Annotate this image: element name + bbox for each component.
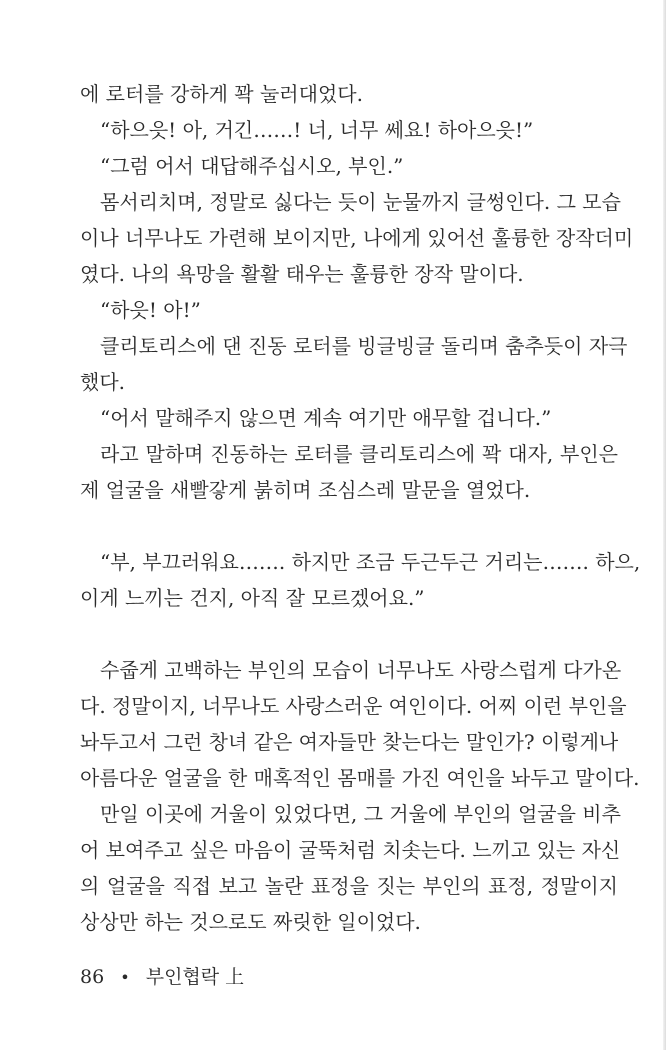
text-line: 몸서리치며, 정말로 싫다는 듯이 눈물까지 글썽인다. 그 모습 [100, 190, 621, 214]
text-line: 제 얼굴을 새빨갛게 붉히며 조심스레 말문을 열었다. [80, 478, 531, 502]
text-line: 했다. [80, 370, 125, 394]
blank-line [80, 508, 618, 544]
text-line: 다. 정말이지, 너무나도 사랑스러운 여인이다. 어찌 이런 부인을 [80, 694, 627, 718]
text-line: 놔두고서 그런 창녀 같은 여자들만 찾는다는 말인가? 이렇게나 [80, 730, 619, 754]
text-line: “그럼 어서 대답해주십시오, 부인.” [100, 154, 404, 178]
text-line: “어서 말해주지 않으면 계속 여기만 애무할 겁니다.” [100, 406, 552, 430]
footer-separator: • [120, 968, 130, 987]
blank-line [80, 616, 618, 652]
text-line: 상상만 하는 것으로도 짜릿한 일이었다. [80, 910, 421, 934]
text-line: “하으읏! 아, 거긴……! 너, 너무 쎄요! 하아으읏!” [100, 118, 534, 142]
text-line: “하읏! 아!” [100, 298, 201, 322]
text-line: 수줍게 고백하는 부인의 모습이 너무나도 사랑스럽게 다가온 [100, 658, 622, 682]
text-line: 였다. 나의 욕망을 활활 태우는 훌륭한 장작 말이다. [80, 262, 524, 286]
book-title: 부인협락 上 [145, 966, 245, 988]
text-line: 이나 너무나도 가련해 보이지만, 나에게 있어선 훌륭한 장작더미 [80, 226, 634, 250]
text-line: 만일 이곳에 거울이 있었다면, 그 거울에 부인의 얼굴을 비추 [100, 802, 621, 826]
body-text [80, 76, 641, 940]
text-line: 라고 말하며 진동하는 로터를 클리토리스에 꽉 대자, 부인은 [100, 442, 618, 466]
page-number: 86 [80, 966, 105, 988]
text-line: 이게 느끼는 건지, 아직 잘 모르겠어요.” [80, 586, 425, 610]
text-line: 의 얼굴을 직접 보고 놀란 표정을 짓는 부인의 표정, 정말이지 [80, 874, 618, 898]
page-footer [80, 962, 244, 993]
text-line: 아름다운 얼굴을 한 매혹적인 몸매를 가진 여인을 놔두고 말이다. [80, 766, 640, 790]
text-line: 에 로터를 강하게 꽉 눌러대었다. [80, 82, 363, 106]
text-line: “부, 부끄러워요……. 하지만 조금 두근두근 거리는……. 하으, [100, 550, 641, 574]
text-line: 어 보여주고 싶은 마음이 굴뚝처럼 치솟는다. 느끼고 있는 자신 [80, 838, 621, 862]
text-line: 클리토리스에 댄 진동 로터를 빙글빙글 돌리며 춤추듯이 자극 [100, 334, 628, 358]
